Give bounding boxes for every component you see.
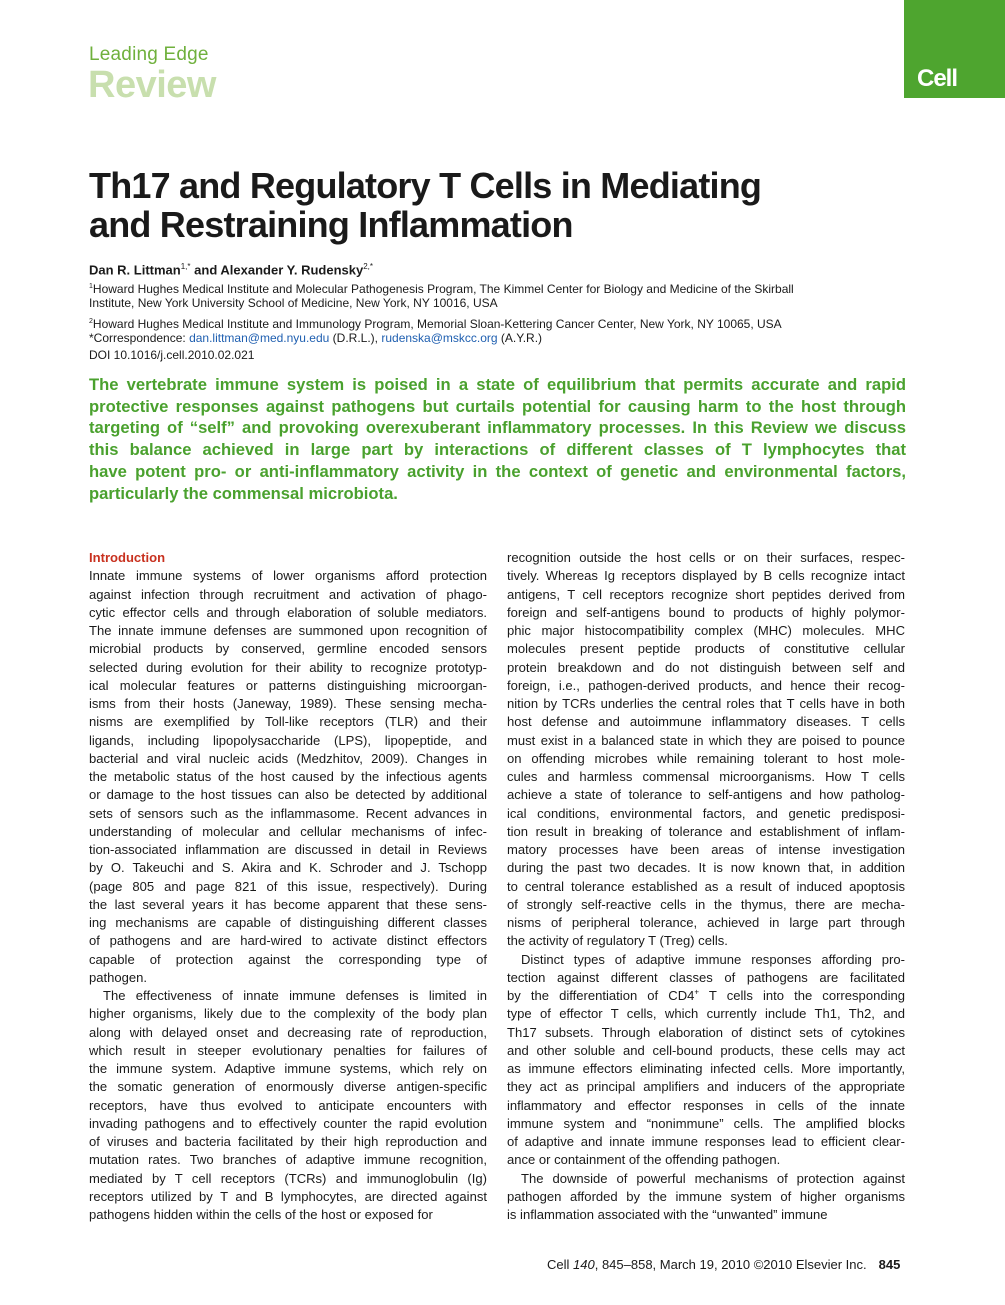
abstract-line: targeting of “self” and provoking overexuberant inflammatory processes. In this Review we discuss xyxy=(89,418,906,438)
text-line: Innate immune systems of lower organisms afford protection xyxy=(89,568,487,584)
affiliation-1-cont: Institute, New York University School of Medicine, New York, NY 10016, USA xyxy=(89,296,498,310)
text-line: host defense and autoimmune inflammatory diseases. T cells xyxy=(507,714,905,730)
doi: DOI 10.1016/j.cell.2010.02.021 xyxy=(89,348,255,362)
text-line: phic major histocompatibility complex (MHC) molecules. MHC xyxy=(507,623,905,638)
text-line: The downside of powerful mechanisms of protection against xyxy=(521,1170,905,1186)
abstract-line: particularly the commensal microbiota. xyxy=(89,483,398,503)
text-line: and other soluble and cell-bound products, these cells may act xyxy=(507,1042,905,1058)
text-line: tively. Whereas Ig receptors displayed by B cells recognize intact xyxy=(507,568,905,584)
text-line: bacterial and viral nucleic acids (Medzhitov, 2009). Changes in xyxy=(89,750,487,766)
page-number: 845 xyxy=(878,1257,901,1272)
right-column xyxy=(507,549,905,1224)
text-line: ing mechanisms are capable of distinguishing different classes xyxy=(89,915,487,930)
text-line: on offending microbes while remaining tolerant to host mole- xyxy=(507,750,905,766)
text-line xyxy=(507,987,905,1005)
text-line: (page 805 and page 821 of this issue, respectively). During xyxy=(89,878,487,894)
corr-tag: (A.Y.R.) xyxy=(497,331,543,345)
text-line: against infection through recruitment and activation of phago- xyxy=(89,586,487,602)
title-line: and Restraining Inflammation xyxy=(89,204,573,245)
text-line: pathogens hidden within the cells of the host or exposed for xyxy=(89,1207,433,1222)
text-line: antigens, T cell receptors recognize short peptides derived from xyxy=(507,586,905,602)
aff-text: Howard Hughes Medical Institute and Immunology Program, Memorial Sloan-Kettering Cancer Center, New York, NY 10065, USA xyxy=(92,317,782,331)
text-line: foreign, i.e., pathogen-derived products, and hence their recog- xyxy=(507,677,905,693)
email-link[interactable]: dan.littman@med.nyu.edu xyxy=(189,331,330,345)
text-line: of viruses and bacteria facilitated by their high reproduction and xyxy=(89,1134,487,1149)
text-line: they act as principal amplifiers and inducers of the appropriate xyxy=(507,1079,905,1095)
abstract-line: have potent pro- or anti-inflammatory activity in the context of genetic and environmental factors, xyxy=(89,461,906,481)
text-line: by O. Takeuchi and S. Akira and K. Schroder and J. Tschopp xyxy=(89,860,487,876)
author-name: Dan R. Littman xyxy=(89,262,181,278)
text-line: of pathogens and are hard-wired to activate distinct effectors xyxy=(89,933,487,949)
aff-number: 1 xyxy=(89,283,93,290)
corr-tag: (D.R.L.), xyxy=(329,331,382,345)
text-line: foreign and self-antigens bound to products of highly polymor- xyxy=(507,604,905,620)
text-line: which result in steeper evolutionary penalties for failures of xyxy=(89,1042,487,1058)
superscript: + xyxy=(694,987,700,997)
text-line: nisms of peripheral tolerance, achieved in large part through xyxy=(507,915,905,930)
left-column xyxy=(89,549,487,1224)
text-line: the somatic generation of enormously diverse antigen-specific xyxy=(89,1079,487,1095)
author-name: Alexander Y. Rudensky xyxy=(220,262,364,278)
text-line: the activity of regulatory T (Treg) cells. xyxy=(507,933,728,949)
text-line: receptors utilized by T and B lymphocytes, are directed against xyxy=(89,1188,487,1204)
section-heading: Introduction xyxy=(89,550,166,565)
text-line: as immune effectors eliminating infected cells. More importantly, xyxy=(507,1061,905,1076)
page-footer xyxy=(547,1257,900,1272)
text-line: of adaptive and innate immune responses lead to efficient clear- xyxy=(507,1134,905,1149)
text-line: of strongly self-reactive cells in the thymus, there are mecha- xyxy=(507,896,905,912)
text-line: understanding of molecular and cellular mechanisms of infec- xyxy=(89,823,487,839)
text-line: ance or containment of the offending pathogen. xyxy=(507,1152,781,1168)
text-line: recognition outside the host cells or on their surfaces, respec- xyxy=(507,550,905,565)
email-link[interactable]: rudenska@mskcc.org xyxy=(381,331,498,345)
text-line: invading pathogens and to effectively counter the rapid evolution xyxy=(89,1115,487,1131)
text-line: ical conditions, environmental factors, and genetic predisposi- xyxy=(507,805,905,821)
abstract-line: protective responses against pathogens but curtails potential for causing harm to the host through xyxy=(89,396,906,416)
correspondence xyxy=(89,330,889,347)
text-line: mediated by T cell receptors (TCRs) and immunoglobulin (Ig) xyxy=(89,1170,487,1186)
text-line: to central tolerance established as a result of induced apoptosis xyxy=(507,878,905,894)
abstract-line: The vertebrate immune system is poised in a state of equilibrium that permits accurate and rapid xyxy=(89,375,906,394)
author-marks: 1,* xyxy=(180,262,191,271)
abstract-line: this balance achieved in large part by interactions of different classes of T lymphocytes that xyxy=(89,440,906,460)
text-line: must exist in a balanced state in which they are poised to pounce xyxy=(507,732,905,748)
text-line: higher organisms, likely due to the complexity of the body plan xyxy=(89,1006,487,1022)
text-line: tion result in breaking of tolerance and establishment of inflam- xyxy=(507,823,905,839)
article-title xyxy=(89,166,889,244)
footer-volume: 140 xyxy=(573,1257,595,1272)
text-line: The effectiveness of innate immune defenses is limited in xyxy=(103,988,487,1003)
aff-number: 2 xyxy=(89,318,93,325)
text-line: cytic effector cells and through elaboration of soluble mediators. xyxy=(89,604,487,620)
title-line: Th17 and Regulatory T Cells in Mediating xyxy=(89,165,762,206)
text-line: microbial products by conserved, germline encoded sensors xyxy=(89,641,487,657)
text-line: matory processes have been areas of intense investigation xyxy=(507,842,905,857)
text-line: isms from their hosts (Janeway, 1989). These sensing mecha- xyxy=(89,696,487,711)
text-line: cules and harmless commensal microorganisms. How T cells xyxy=(507,769,905,784)
journal-logo xyxy=(904,0,1005,98)
text-line: Th17 subsets. Through elaboration of distinct sets of cytokines xyxy=(507,1024,905,1040)
author-list xyxy=(89,262,373,277)
text-line: tion-associated inflammation are discussed in detail in Reviews xyxy=(89,842,487,857)
text-line: sets of sensors such as the inflammasome. Recent advances in xyxy=(89,805,487,821)
text-line: ligands, including lipopolysaccharide (LPS), lipopeptide, and xyxy=(89,732,487,748)
text-line: nition by TCRs underlies the central roles that T cells have in both xyxy=(507,696,905,711)
author-and: and xyxy=(190,262,221,278)
text-fragment: by the differentiation of CD4 xyxy=(507,988,695,1003)
text-fragment: T cells into the corresponding xyxy=(699,988,905,1003)
text-line: receptors, have thus evolved to anticipate encounters with xyxy=(89,1097,487,1113)
text-line: protein breakdown and do not distinguish between self and xyxy=(507,659,905,675)
section-label: Review xyxy=(88,64,216,106)
text-line: Distinct types of adaptive immune responses affording pro- xyxy=(521,951,905,967)
text-line: achieve a state of tolerance to self-antigens and how patholog- xyxy=(507,787,905,803)
abstract xyxy=(89,374,906,504)
text-line: inflammatory and effector responses in cells of the innate xyxy=(507,1097,905,1113)
section-kicker: Leading Edge xyxy=(89,44,209,65)
text-line: pathogen. xyxy=(89,969,148,985)
text-line: selected during evolution for their ability to recognize prototyp- xyxy=(89,659,487,675)
text-line: pathogen afforded by the immune system of higher organisms xyxy=(507,1188,905,1204)
text-line: or damage to the host tissues can also be detected by additional xyxy=(89,787,487,803)
text-line: the last several years it has become apparent that these sens- xyxy=(89,896,487,912)
text-line: the immune system. Adaptive immune systems, which rely on xyxy=(89,1061,487,1076)
text-line: molecules present peptide products of constitutive cellular xyxy=(507,641,905,657)
text-line: the metabolic status of the host caused by the infectious agents xyxy=(89,769,487,784)
aff-text: Howard Hughes Medical Institute and Molecular Pathogenesis Program, The Kimmel Center for Biology and Medicine of the Skirball xyxy=(92,282,794,296)
text-line: is inflammation associated with the “unwanted” immune xyxy=(507,1207,828,1222)
text-line: type of effector T cells, which currently include Th1, Th2, and xyxy=(507,1006,905,1022)
corr-label: *Correspondence: xyxy=(89,331,190,345)
text-line: nisms are exemplified by Toll-like receptors (TLR) and their xyxy=(89,714,487,730)
text-line: immune system and “nonimmune” cells. The amplified blocks xyxy=(507,1115,905,1131)
text-line: along with delayed onset and decreasing rate of reproduction, xyxy=(89,1024,487,1040)
text-line: The innate immune defenses are summoned upon recognition of xyxy=(89,623,487,638)
text-line: ical molecular features or patterns distinguishing microorgan- xyxy=(89,677,487,693)
text-line: capable of protection against the corresponding type of xyxy=(89,951,487,967)
footer-journal: Cell xyxy=(547,1257,574,1272)
text-line: mutation rates. Two branches of adaptive immune recognition, xyxy=(89,1152,487,1168)
footer-citation: , 845–858, March 19, 2010 ©2010 Elsevier Inc. xyxy=(594,1257,867,1272)
journal-logo-text: Cell xyxy=(917,65,958,92)
text-line: during the past two decades. It is now known that, in addition xyxy=(507,860,905,876)
author-marks: 2,* xyxy=(363,262,374,271)
text-line: tection against different classes of pathogens are facilitated xyxy=(507,969,905,985)
